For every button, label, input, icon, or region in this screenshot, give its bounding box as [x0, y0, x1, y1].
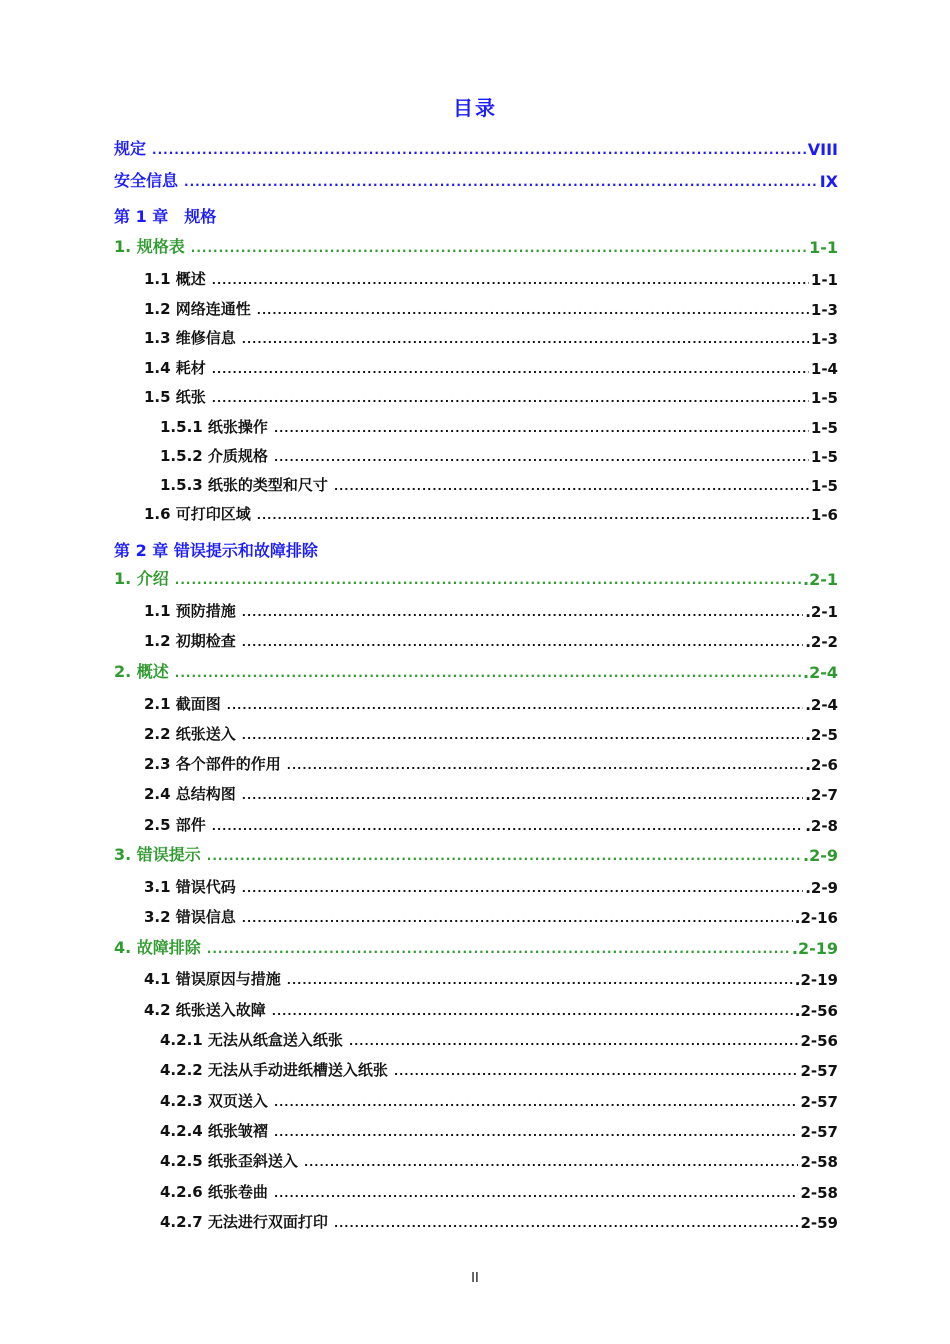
- page-footer-number: II: [471, 1271, 479, 1286]
- dot-leader: [175, 571, 801, 585]
- toc-label: 1.4 耗材: [144, 359, 206, 377]
- toc-page-number: 1-5: [810, 389, 838, 407]
- toc-label: 1.5.1 纸张操作: [160, 418, 268, 436]
- toc-page-number: .2-2: [805, 633, 838, 651]
- toc-subsection[interactable]: [144, 690, 838, 714]
- toc-label: 安全信息: [114, 171, 179, 190]
- dot-leader: [304, 1153, 799, 1167]
- toc-label: 2.5 部件: [144, 816, 206, 834]
- toc-page-number: .2-19: [794, 971, 838, 989]
- toc-page-number: VIII: [807, 140, 838, 159]
- toc-subsubsection[interactable]: [160, 1178, 838, 1202]
- toc-page-number: 1-5: [810, 448, 838, 466]
- toc-subsection[interactable]: [144, 873, 838, 897]
- toc-page-number: .2-8: [805, 817, 838, 835]
- toc-page-number: 1-5: [810, 419, 838, 437]
- toc-section[interactable]: [114, 658, 838, 682]
- toc-subsection[interactable]: [144, 597, 838, 621]
- dot-leader: [274, 1184, 799, 1198]
- toc-subsubsection[interactable]: [160, 413, 838, 437]
- toc-subsubsection[interactable]: [160, 1087, 838, 1111]
- toc-page-number: .2-6: [805, 756, 838, 774]
- toc-label: 3.1 错误代码: [144, 878, 236, 896]
- toc-subsection[interactable]: [144, 903, 838, 927]
- toc-label: 1.2 网络连通性: [144, 300, 251, 318]
- dot-leader: [274, 1093, 799, 1107]
- toc-page-number: .2-19: [791, 939, 838, 958]
- toc-page-number: 2-57: [800, 1093, 838, 1111]
- toc-label: 4.2.5 纸张歪斜送入: [160, 1152, 298, 1170]
- dot-leader: [394, 1062, 799, 1076]
- toc-label: 3. 错误提示: [114, 845, 201, 864]
- toc-label: 2.2 纸张送入: [144, 725, 236, 743]
- dot-leader: [334, 1214, 799, 1228]
- toc-label: 1.3 维修信息: [144, 329, 236, 347]
- toc-subsubsection[interactable]: [160, 1026, 838, 1050]
- toc-label: 4.2.4 纸张皱褶: [160, 1122, 268, 1140]
- toc-subsection[interactable]: [144, 627, 838, 651]
- dot-leader: [274, 448, 809, 462]
- toc-subsubsection[interactable]: [160, 1147, 838, 1171]
- toc-label: 4.2.7 无法进行双面打印: [160, 1213, 328, 1231]
- toc-section[interactable]: [114, 233, 838, 257]
- toc-label: 1.5.2 介质规格: [160, 447, 268, 465]
- dot-leader: [207, 940, 790, 954]
- dot-leader: [349, 1032, 799, 1046]
- dot-leader: [242, 786, 803, 800]
- chapter-heading: 第 1 章 规格: [114, 207, 217, 226]
- toc-label: 1.5.3 纸张的类型和尺寸: [160, 476, 328, 494]
- toc-page-number: 1-6: [810, 506, 838, 524]
- toc-subsubsection[interactable]: [160, 1056, 838, 1080]
- toc-label: 3.2 错误信息: [144, 908, 236, 926]
- toc-label: 4.2.1 无法从纸盒送入纸张: [160, 1031, 343, 1049]
- toc-page-number: 1-3: [810, 330, 838, 348]
- toc-page-number: 2-59: [800, 1214, 838, 1232]
- dot-leader: [207, 847, 801, 861]
- toc-subsection[interactable]: [144, 295, 838, 319]
- dot-leader: [334, 477, 809, 491]
- toc-page-number: 2-57: [800, 1062, 838, 1080]
- toc-page-number: 2-58: [800, 1153, 838, 1171]
- toc-label: 4.2.3 双页送入: [160, 1092, 268, 1110]
- toc-page-number: .2-4: [805, 696, 838, 714]
- toc-page-number: IX: [819, 172, 838, 191]
- page-title: 目录: [453, 96, 497, 120]
- toc-subsubsection[interactable]: [160, 1208, 838, 1232]
- dot-leader: [212, 389, 809, 403]
- toc-page-number: .2-56: [794, 1002, 838, 1020]
- toc-subsection[interactable]: [144, 720, 838, 744]
- toc-page-number: .2-9: [805, 879, 838, 897]
- dot-leader: [257, 506, 809, 520]
- toc-page-number: .2-5: [805, 726, 838, 744]
- toc-section[interactable]: [114, 934, 838, 958]
- dot-leader: [175, 664, 801, 678]
- dot-leader: [242, 330, 809, 344]
- toc-subsubsection[interactable]: [160, 1117, 838, 1141]
- toc-label: 1. 介绍: [114, 569, 169, 588]
- dot-leader: [191, 239, 807, 253]
- toc-page-number: 2-58: [800, 1184, 838, 1202]
- toc-page-number: 1-4: [810, 360, 838, 378]
- toc-page-number: 1-1: [809, 238, 838, 257]
- toc-subsection[interactable]: [144, 965, 838, 989]
- dot-leader: [242, 726, 803, 740]
- toc-page-number: 1-3: [810, 301, 838, 319]
- toc-section[interactable]: [114, 841, 838, 865]
- toc-label: 1.5 纸张: [144, 388, 206, 406]
- dot-leader: [274, 419, 809, 433]
- toc-subsubsection[interactable]: [160, 471, 838, 495]
- toc-entry-safety-info[interactable]: [114, 167, 838, 191]
- dot-leader: [227, 696, 803, 710]
- dot-leader: [152, 141, 806, 155]
- toc-page-number: 2-56: [800, 1032, 838, 1050]
- toc-subsection[interactable]: [144, 996, 838, 1020]
- toc-page-number: .2-1: [803, 570, 838, 589]
- dot-leader: [274, 1123, 799, 1137]
- toc-subsection[interactable]: [144, 354, 838, 378]
- toc-label: 1.1 预防措施: [144, 602, 236, 620]
- chapter-heading: 第 2 章 错误提示和故障排除: [114, 541, 318, 560]
- toc-label: 规定: [114, 139, 147, 158]
- toc-label: 4. 故障排除: [114, 938, 201, 957]
- toc-label: 1.6 可打印区域: [144, 505, 251, 523]
- toc-label: 2.1 截面图: [144, 695, 221, 713]
- toc-label: 1. 规格表: [114, 237, 185, 256]
- toc-label: 4.2 纸张送入故障: [144, 1001, 266, 1019]
- toc-chapter-2[interactable]: [114, 537, 838, 561]
- dot-leader: [242, 879, 803, 893]
- toc-subsection[interactable]: [144, 750, 838, 774]
- toc-subsection[interactable]: [144, 780, 838, 804]
- toc-entry-regulations[interactable]: [114, 135, 838, 159]
- toc-label: 2.3 各个部件的作用: [144, 755, 281, 773]
- toc-page-number: .2-1: [805, 603, 838, 621]
- toc-label: 4.2.2 无法从手动进纸槽送入纸张: [160, 1061, 388, 1079]
- toc-page-number: .2-4: [803, 663, 838, 682]
- dot-leader: [212, 271, 809, 285]
- dot-leader: [212, 817, 803, 831]
- toc-label: 4.2.6 纸张卷曲: [160, 1183, 268, 1201]
- toc-label: 2. 概述: [114, 662, 169, 681]
- toc-label: 4.1 错误原因与措施: [144, 970, 281, 988]
- dot-leader: [287, 756, 803, 770]
- toc-page-number: .2-7: [805, 786, 838, 804]
- dot-leader: [212, 360, 809, 374]
- toc-page-number: 2-57: [800, 1123, 838, 1141]
- dot-leader: [242, 909, 793, 923]
- toc-subsection[interactable]: [144, 265, 838, 289]
- dot-leader: [242, 603, 803, 617]
- dot-leader: [257, 301, 809, 315]
- toc-page-number: 1-1: [810, 271, 838, 289]
- toc-subsubsection[interactable]: [160, 442, 838, 466]
- dot-leader: [287, 971, 793, 985]
- toc-subsection[interactable]: [144, 324, 838, 348]
- toc-page-number: .2-9: [803, 846, 838, 865]
- toc-label: 2.4 总结构图: [144, 785, 236, 803]
- toc-subsection[interactable]: [144, 811, 838, 835]
- toc-page-number: .2-16: [794, 909, 838, 927]
- toc-page-number: 1-5: [810, 477, 838, 495]
- toc-section[interactable]: [114, 565, 838, 589]
- dot-leader: [272, 1002, 793, 1016]
- toc-subsection[interactable]: [144, 500, 838, 524]
- dot-leader: [184, 173, 818, 187]
- toc-label: 1.1 概述: [144, 270, 206, 288]
- toc-label: 1.2 初期检查: [144, 632, 236, 650]
- toc-chapter-1[interactable]: [114, 203, 838, 227]
- toc-subsection[interactable]: [144, 383, 838, 407]
- dot-leader: [242, 633, 803, 647]
